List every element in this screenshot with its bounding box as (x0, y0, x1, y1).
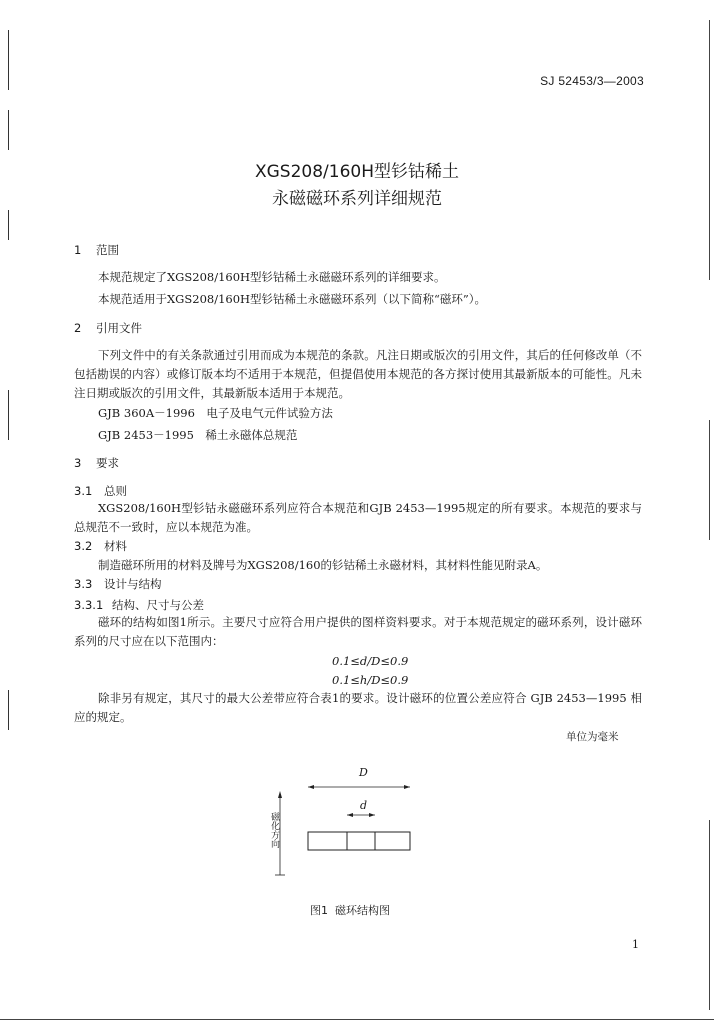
section-3-3-heading (74, 576, 162, 592)
scan-edge-line (709, 820, 710, 1010)
section-1-paragraph-2: 本规范适用于XGS208/160H型钐钴稀土永磁磁环系列（以下简称“磁环”）。 (98, 292, 487, 306)
figure-magnetization-direction-label: 磁化方向 (269, 812, 279, 848)
scan-edge-line (709, 420, 710, 540)
section-number: 3.1 (74, 484, 93, 498)
section-3-heading (74, 455, 119, 471)
arrowhead (369, 813, 375, 817)
scan-bottom-line (0, 1019, 714, 1020)
scan-edge-line (8, 110, 9, 150)
reference-gjb-2453: GJB 2453－1995 稀土永磁体总规范 (98, 428, 298, 442)
formula-h-ratio: 0.1≤h/D≤0.9 (332, 673, 409, 687)
section-title: 结构、尺寸与公差 (112, 598, 204, 612)
scan-edge-line (8, 690, 9, 730)
section-number: 2 (74, 321, 82, 335)
page-number: 1 (632, 938, 639, 951)
document-title-line2: 永磁磁环系列详细规范 (272, 189, 442, 209)
reference-gjb-360a: GJB 360A－1996 电子及电气元件试验方法 (98, 406, 333, 420)
section-3-2-heading (74, 538, 127, 554)
section-3-2-paragraph: 制造磁环所用的材料及牌号为XGS208/160的钐钴稀土永磁材料，其材料性能见附录A。 (98, 558, 548, 572)
section-title: 要求 (96, 456, 119, 470)
scan-edge-line (8, 30, 9, 90)
section-1-heading (74, 242, 119, 258)
section-title: 总则 (104, 484, 127, 498)
figure-label-inner-diameter: d (360, 799, 368, 812)
figure-number: 图1 (310, 904, 328, 917)
figure-label-outer-diameter: D (359, 766, 368, 779)
section-title: 范围 (96, 243, 119, 257)
scan-edge-line (709, 20, 710, 280)
section-number: 1 (74, 243, 82, 257)
section-3-1-paragraph: XGS208/160H型钐钴永磁磁环系列应符合本规范和GJB 2453—1995规定的所有要求。本规范的要求与总规范不一致时，应以本规范为准。 (74, 501, 642, 534)
arrowhead (278, 791, 282, 798)
section-title: 材料 (104, 539, 127, 553)
section-2-heading (74, 320, 142, 336)
unit-note: 单位为毫米 (566, 731, 619, 743)
standard-code: SJ 52453/3—2003 (540, 74, 644, 88)
section-3-3-1-paragraph: 磁环的结构如图1所示。主要尺寸应符合用户提供的图样资料要求。对于本规范规定的磁环系列，设计磁环系列的尺寸应在以下范围内： (74, 615, 642, 648)
document-title-line1: XGS208/160H型钐钴稀土 (254, 162, 460, 182)
section-3-1-heading (74, 483, 127, 499)
section-1-paragraph-1: 本规范规定了XGS208/160H型钐钴稀土永磁磁环系列的详细要求。 (98, 270, 446, 284)
section-number: 3.3 (74, 577, 93, 591)
section-number: 3.2 (74, 539, 93, 553)
figure-title: 磁环结构图 (335, 904, 390, 917)
arrowhead (308, 785, 314, 789)
formula-d-ratio: 0.1≤d/D≤0.9 (332, 654, 409, 668)
scan-edge-line (8, 210, 9, 240)
section-3-3-1-heading (74, 597, 204, 613)
section-title: 设计与结构 (104, 577, 162, 591)
arrowhead (347, 813, 353, 817)
section-3-3-1-paragraph-2: 除非另有规定，其尺寸的最大公差带应符合表1的要求。设计磁环的位置公差应符合 GJB 2453—1995 相应的规定。 (74, 691, 642, 724)
figure-caption (310, 902, 390, 918)
section-number: 3 (74, 456, 82, 470)
section-2-paragraph: 下列文件中的有关条款通过引用而成为本规范的条款。凡注日期或版次的引用文件，其后的任何修改单（不包括勘误的内容）或修订版本均不适用于本规范，但提倡使用本规范的各方探讨使用其最新版本的可能性。凡未注日期或版次的引用文件，其最新版本适用于本规范。 (74, 348, 642, 400)
magnetic-ring-diagram (270, 775, 450, 885)
section-title: 引用文件 (96, 321, 142, 335)
ring-outline (308, 832, 410, 850)
scan-edge-line (8, 390, 9, 440)
arrowhead (404, 785, 410, 789)
section-number: 3.3.1 (74, 598, 104, 612)
